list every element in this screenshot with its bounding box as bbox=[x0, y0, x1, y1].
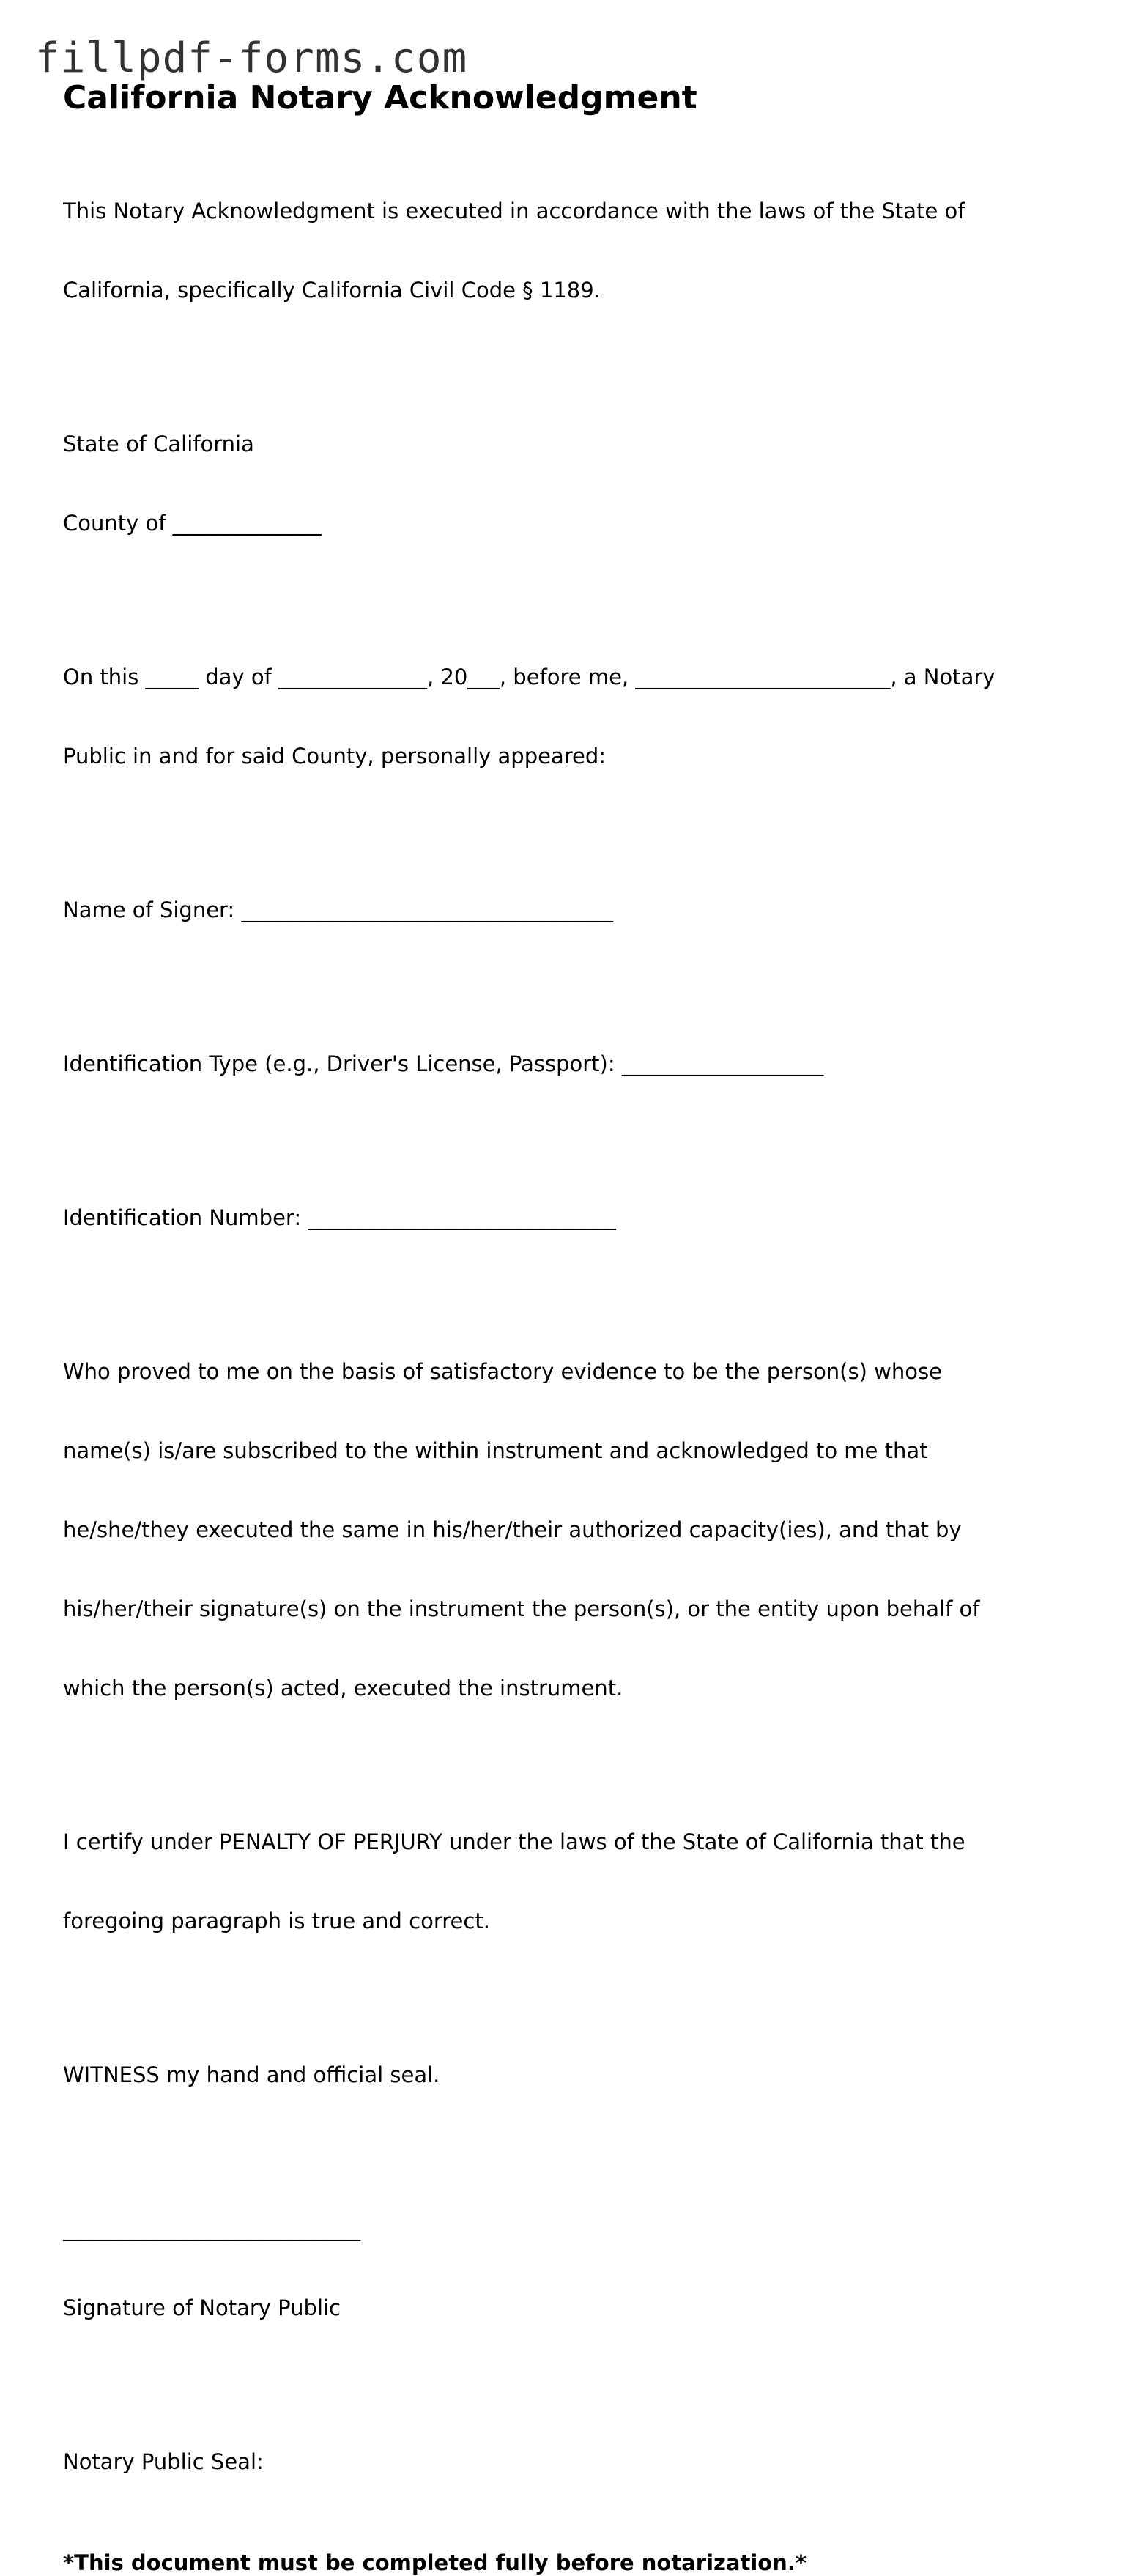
seal-block bbox=[63, 2396, 1089, 2528]
signature-line[interactable]: ____________________________ bbox=[63, 2216, 360, 2241]
seal-label: Notary Public Seal: bbox=[63, 2449, 264, 2474]
witness-line: WITNESS my hand and official seal. bbox=[63, 2062, 440, 2087]
signer-name-line[interactable]: Name of Signer: ___________________________________ bbox=[63, 897, 613, 922]
county-field[interactable]: County of ______________ bbox=[63, 511, 322, 536]
evidence-line: name(s) is/are subscribed to the within instrument and acknowledged to me that bbox=[63, 1438, 928, 1463]
witness-statement bbox=[63, 2009, 1089, 2141]
signer-name-field[interactable] bbox=[63, 844, 1089, 976]
evidence-line: which the person(s) acted, executed the instrument. bbox=[63, 1676, 623, 1700]
certification-line: foregoing paragraph is true and correct. bbox=[63, 1909, 490, 1933]
state-label: State of California bbox=[63, 432, 254, 456]
appearance-paragraph[interactable] bbox=[63, 611, 1089, 822]
id-type-field[interactable] bbox=[63, 998, 1089, 1130]
appearance-line[interactable]: On this _____ day of ______________, 20___, before me, ________________________, a Notary bbox=[63, 665, 995, 689]
intro-line: California, specifically California Civil Code § 1189. bbox=[63, 278, 601, 303]
notary-signature-block[interactable] bbox=[63, 2163, 1089, 2374]
intro-paragraph bbox=[63, 145, 1089, 356]
document-body bbox=[63, 76, 1089, 2576]
document-title: California Notary Acknowledgment bbox=[63, 79, 697, 116]
appearance-line: Public in and for said County, personally appeared: bbox=[63, 744, 607, 769]
venue-block bbox=[63, 378, 1089, 589]
evidence-paragraph bbox=[63, 1306, 1089, 1754]
certification-line: I certify under PENALTY OF PERJURY under the laws of the State of California that the bbox=[63, 1829, 965, 1854]
id-number-field[interactable] bbox=[63, 1152, 1089, 1284]
signature-label: Signature of Notary Public bbox=[63, 2295, 341, 2320]
id-number-line[interactable]: Identification Number: _____________________________ bbox=[63, 1205, 616, 1230]
watermark-text: fillpdf-forms.com bbox=[35, 34, 468, 82]
evidence-line: he/she/they executed the same in his/her/their authorized capacity(ies), and that by bbox=[63, 1517, 962, 1542]
evidence-line: Who proved to me on the basis of satisfactory evidence to be the person(s) whose bbox=[63, 1359, 942, 1384]
certification-paragraph bbox=[63, 1776, 1089, 1987]
id-type-line[interactable]: Identification Type (e.g., Driver's License, Passport): ___________________ bbox=[63, 1051, 824, 1076]
evidence-line: his/her/their signature(s) on the instrument the person(s), or the entity upon behalf of bbox=[63, 1596, 980, 1621]
intro-line: This Notary Acknowledgment is executed in accordance with the laws of the State of bbox=[63, 199, 965, 223]
completion-notice: *This document must be completed fully before notarization.* bbox=[63, 2550, 807, 2575]
